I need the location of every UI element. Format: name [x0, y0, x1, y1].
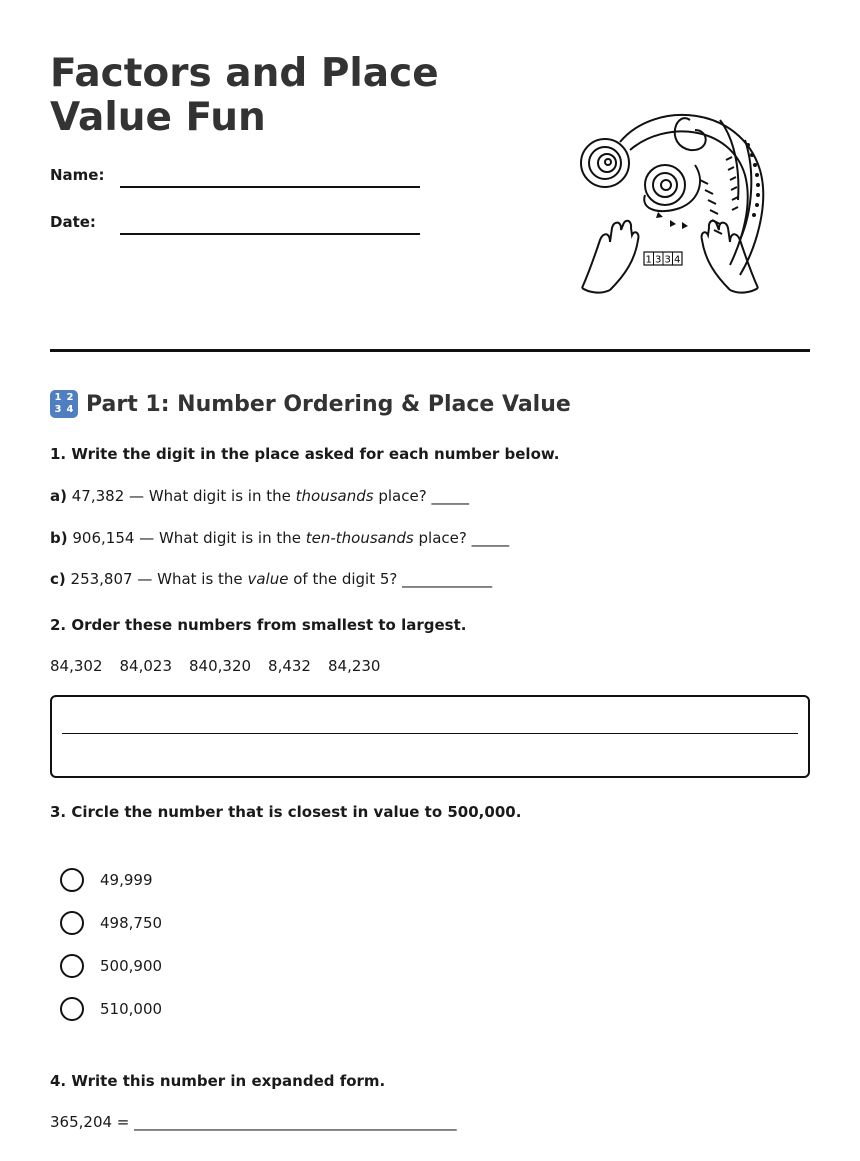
question-2-prompt: 2. Order these numbers from smallest to largest. — [50, 616, 467, 634]
chameleon-hands-illustration — [570, 100, 770, 300]
circle-choice[interactable] — [60, 868, 84, 892]
option-label: 510,000 — [100, 1000, 163, 1018]
tile-4: 4 — [674, 254, 681, 266]
worksheet-title: Factors and Place Value Fun — [50, 51, 439, 140]
section-divider — [50, 349, 810, 352]
answer-blank[interactable]: _____ — [471, 529, 510, 547]
tile-3: 3 — [664, 254, 671, 266]
question-1-prompt: 1. Write the digit in the place asked for each number below. — [50, 445, 560, 463]
option-label: 498,750 — [100, 914, 163, 932]
name-label: Name: — [50, 166, 105, 184]
answer-blank[interactable]: _____ — [431, 487, 469, 505]
numbers-to-order — [50, 657, 380, 675]
name-field — [50, 166, 430, 190]
circle-choice[interactable] — [60, 911, 84, 935]
number-item: 84,302 — [50, 657, 103, 675]
question-1c: c) 253,807 — What is the value of the digit 5? ____________ — [50, 570, 493, 588]
tile-1: 1 — [645, 254, 652, 266]
tile-2: 3 — [655, 254, 662, 266]
date-line[interactable] — [120, 233, 420, 235]
section-heading — [50, 389, 571, 419]
answer-blank[interactable]: ____________ — [402, 570, 493, 588]
question-4-expression: 365,204 = ___________________________________________ — [50, 1113, 457, 1131]
option-label: 49,999 — [100, 871, 153, 889]
question-3-prompt: 3. Circle the number that is closest in value to 500,000. — [50, 803, 522, 821]
option-1[interactable] — [60, 867, 153, 893]
section-title: Part 1: Number Ordering & Place Value — [86, 391, 571, 417]
circle-choice[interactable] — [60, 954, 84, 978]
numbers-icon: 1 2 3 4 — [50, 390, 78, 418]
name-line[interactable] — [120, 186, 420, 188]
date-label: Date: — [50, 213, 96, 231]
question-4-prompt: 4. Write this number in expanded form. — [50, 1072, 386, 1090]
option-4[interactable] — [60, 996, 162, 1022]
option-label: 500,900 — [100, 957, 163, 975]
number-item: 8,432 — [268, 657, 311, 675]
number-tiles — [644, 252, 682, 266]
option-2[interactable] — [60, 910, 162, 936]
number-item: 840,320 — [189, 657, 252, 675]
option-3[interactable] — [60, 953, 162, 979]
number-item: 84,023 — [119, 657, 172, 675]
question-1a: a) 47,382 — What digit is in the thousands place? _____ — [50, 487, 469, 505]
answer-line — [62, 733, 798, 734]
number-item: 84,230 — [327, 657, 381, 675]
date-field — [50, 213, 430, 237]
ordering-answer-box[interactable] — [50, 695, 810, 778]
circle-choice[interactable] — [60, 997, 84, 1021]
expanded-form-blank[interactable]: ___________________________________________ — [134, 1113, 457, 1131]
question-1b: b) 906,154 — What digit is in the ten-thousands place? _____ — [50, 529, 510, 547]
